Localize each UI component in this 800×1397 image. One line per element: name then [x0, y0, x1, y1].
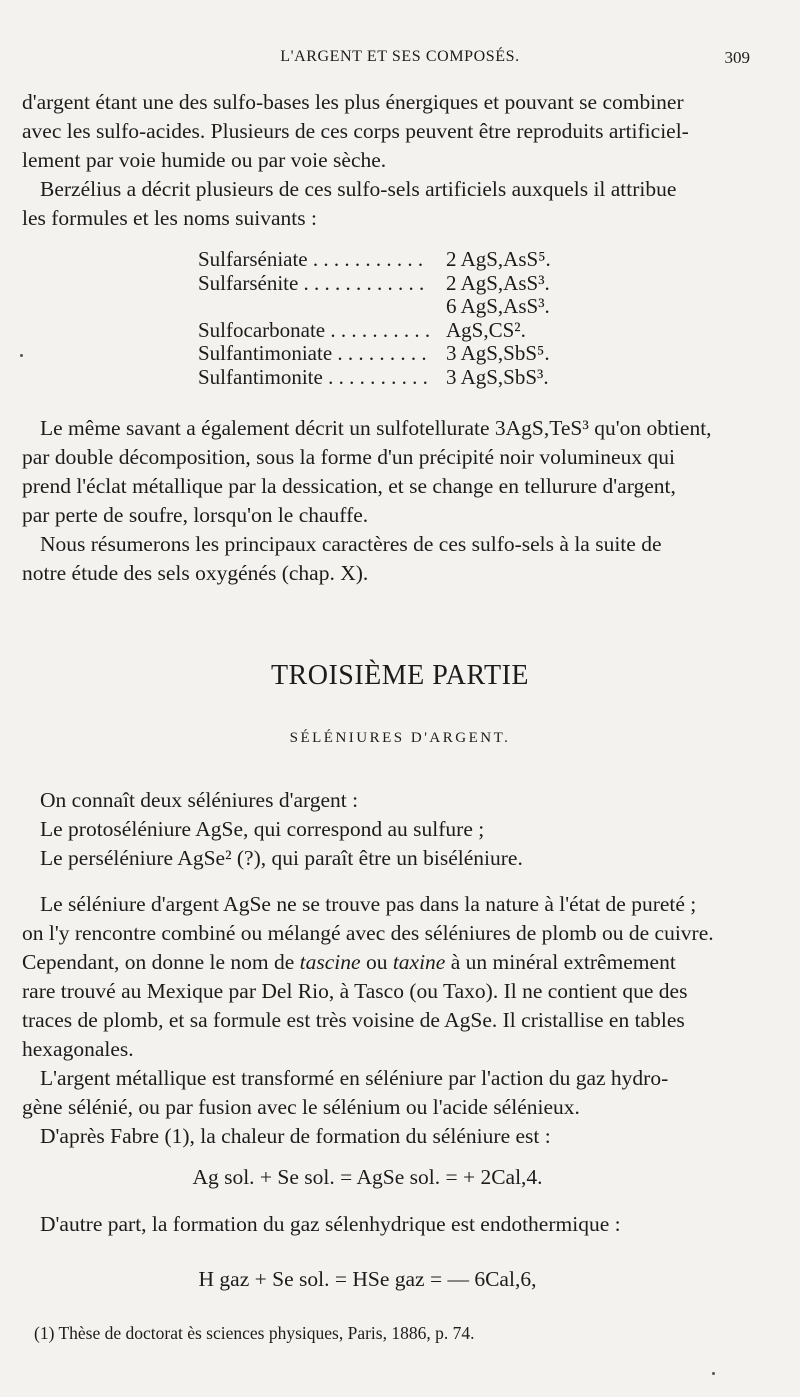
text-line: Berzélius a décrit plusieurs de ces sulfo-sels artificiels auxquels il attribue — [40, 177, 677, 201]
table-row — [198, 342, 618, 366]
salt-name: Sulfantimoniate . . . . . . . . . — [198, 342, 427, 366]
silver-selenide-paragraph — [22, 890, 750, 1151]
salt-name: Sulfarséniate . . . . . . . . . . . — [198, 248, 424, 271]
table-row — [198, 366, 618, 390]
text-line: par perte de soufre, lorsqu'on le chauffe. — [22, 503, 369, 527]
text-line: avec les sulfo-acides. Plusieurs de ces corps peuvent être reproduits artificiel- — [22, 119, 689, 143]
text-line: hexagonales. — [22, 1037, 134, 1061]
text-line — [22, 948, 750, 977]
text-line: les formules et les noms suivants : — [22, 206, 317, 230]
endothermic-paragraph — [22, 1210, 750, 1239]
salt-formula: 2 AgS,AsS³. — [446, 270, 550, 295]
text-line: prend l'éclat métallique par la dessication, et se change en tellurure d'argent, — [22, 474, 676, 498]
table-row — [198, 272, 618, 296]
text-line: lement par voie humide ou par voie sèche. — [22, 148, 387, 172]
salt-name: Sulfocarbonate . . . . . . . . . . — [198, 318, 431, 342]
text-line: L'argent métallique est transformé en séléniure par l'action du gaz hydro- — [40, 1066, 669, 1090]
text-span: ou — [360, 950, 393, 974]
intro-paragraph — [22, 88, 750, 233]
salt-name: Sulfantimonite . . . . . . . . . . — [198, 365, 428, 389]
salt-name: Sulfarsénite . . . . . . . . . . . . — [198, 271, 425, 295]
salt-formula: 6 AgS,AsS³. — [446, 294, 550, 319]
part-title: TROISIÈME PARTIE — [270, 660, 530, 691]
text-span: Cependant, on donne le nom de — [22, 950, 300, 974]
text-line: gène sélénié, ou par fusion avec le sélénium ou l'acide sélénieux. — [22, 1095, 580, 1119]
text-line: Nous résumerons les principaux caractères de ces sulfo-sels à la suite de — [40, 532, 662, 556]
salt-formula: 2 AgS,AsS⁵. — [446, 247, 551, 271]
text-line: d'argent étant une des sulfo-bases les plus énergiques et pouvant se combiner — [22, 90, 684, 114]
mineral-name-tascine: tascine — [299, 950, 361, 974]
table-row — [198, 295, 618, 319]
salt-formula: 3 AgS,SbS³. — [446, 364, 549, 389]
salt-formula: 3 AgS,SbS⁵. — [446, 341, 550, 366]
text-line: Le séléniure d'argent AgSe ne se trouve pas dans la nature à l'état de pureté ; — [40, 892, 697, 916]
print-speck — [20, 354, 23, 357]
text-line: on l'y rencontre combiné ou mélangé avec des séléniures de plomb ou de cuivre. — [22, 921, 714, 945]
sulfotellurate-paragraph — [22, 414, 750, 588]
print-speck — [712, 1372, 715, 1375]
text-line: Le perséléniure AgSe² (?), qui paraît être un biséléniure. — [40, 846, 523, 870]
text-line: D'autre part, la formation du gaz sélenhydrique est endothermique : — [40, 1212, 621, 1236]
table-row — [198, 319, 618, 343]
text-line: notre étude des sels oxygénés (chap. X). — [22, 561, 369, 585]
equation-hydrogen-selenide: H gaz + Se sol. = HSe gaz = — 6Cal,6, — [198, 1267, 537, 1291]
sulfo-salts-table — [198, 248, 618, 390]
text-line: traces de plomb, et sa formule est très voisine de AgSe. Il cristallise en tables — [22, 1008, 685, 1032]
mineral-name-taxine: taxine — [392, 950, 446, 974]
text-line: D'après Fabre (1), la chaleur de formation du séléniure est : — [40, 1124, 551, 1148]
salt-name — [198, 295, 446, 319]
footnote: (1) Thèse de doctorat ès sciences physiques, Paris, 1886, p. 74. — [34, 1323, 475, 1343]
text-span: à un minéral extrêmement — [445, 950, 676, 974]
text-line: rare trouvé au Mexique par Del Rio, à Tasco (ou Taxo). Il ne contient que des — [22, 979, 688, 1003]
running-head: L'ARGENT ET SES COMPOSÉS. — [280, 48, 520, 65]
page-header — [0, 48, 800, 74]
salt-formula: AgS,CS². — [446, 317, 526, 342]
text-line: par double décomposition, sous la forme d'un précipité noir volumineux qui — [22, 445, 675, 469]
table-row — [198, 248, 618, 272]
page-number: 309 — [724, 48, 750, 67]
text-line: Le protoséléniure AgSe, qui correspond au sulfure ; — [40, 817, 485, 841]
section-title: SÉLÉNIURES D'ARGENT. — [289, 730, 511, 746]
text-line: On connaît deux séléniures d'argent : — [40, 788, 359, 812]
text-line: Le même savant a également décrit un sulfotellurate 3AgS,TeS³ qu'on obtient, — [40, 416, 712, 440]
equation-formation-heat: Ag sol. + Se sol. = AgSe sol. = + 2Cal,4. — [192, 1165, 543, 1189]
selenides-intro — [22, 786, 750, 873]
